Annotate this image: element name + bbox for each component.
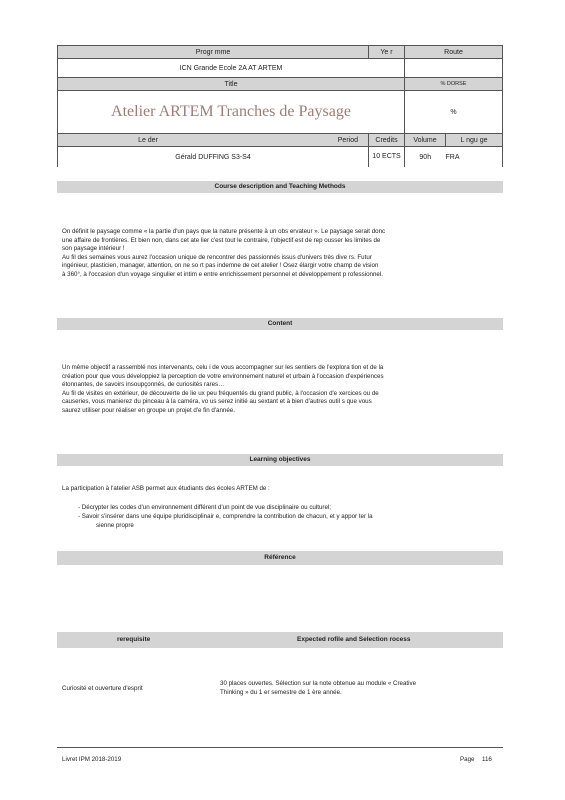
credits-value: 10 ECTS: [369, 147, 405, 168]
course-header-table: [57, 45, 503, 167]
expected-profile-heading: Expected rofile and Selection rocess: [297, 636, 411, 643]
objective-item: - Décrypter les codes d'un environnement différent d'un point de vue disciplinaire ou culturel;: [78, 504, 331, 511]
leader-value: Gérald DUFFING S3-S4: [58, 147, 369, 168]
title-label: Title: [58, 78, 405, 91]
footer-left: Livret IPM 2018-2019: [62, 756, 122, 763]
volume-value: 90h: [405, 147, 446, 168]
program-label: Progr mme: [58, 46, 369, 59]
program-value: ICN Grande Ecole 2A AT ARTEM: [58, 59, 405, 78]
route-value: [405, 59, 503, 78]
learning-objectives-heading: Learning objectives: [57, 454, 503, 466]
course-title: Atelier ARTEM Tranches de Paysage: [58, 91, 405, 134]
prerequisite-value: Curiosité et ouverture d'esprit: [62, 685, 143, 692]
footer-page-number: 116: [482, 756, 492, 763]
language-value: FRA: [446, 147, 503, 168]
dorse-label: % DORSE: [405, 78, 503, 91]
volume-label: Volume: [405, 134, 446, 147]
objectives-intro: La participation à l'atelier ASB permet aux étudiants des écoles ARTEM de :: [62, 485, 270, 492]
route-label: Route: [405, 46, 503, 59]
selection-text: 30 places ouvertes. Sélection sur la note obtenue au module « Creative Thinking » du 1 er semestre de 1 ère année.: [220, 680, 417, 696]
content-heading: Content: [57, 318, 503, 330]
prerequisite-bar: [57, 632, 503, 648]
footer-divider: [57, 747, 503, 748]
content-text: Un même objectif a rassemblé nos intervenants, celu i de vous accompagner sur les sentiers de l'explora tion et de la création pour que vous développiez la perception de votre environnement naturel et urbain à l'occasion d'expériences étonnantes, de savoirs insoupçonnés, de curiosités rares… Au fil de visites en extérieur, de découverte de lie ux peu fréquentés du grand public, à l'occasion d'e xercices ou de causeries, vous manierez du pinceau à la caméra, vo us serez initié au sextant et à bien d'autres outil s que vous saurez utiliser pour réaliser en groupe un projet d'e fin d'année.: [62, 364, 384, 414]
year-label: Ye r: [369, 46, 405, 59]
credits-label: Credits: [369, 134, 405, 147]
period-label: Period: [238, 134, 369, 147]
course-description-heading: Course description and Teaching Methods: [57, 181, 503, 193]
objective-item: sienne propre: [96, 522, 134, 529]
percent-value: %: [405, 91, 503, 134]
leader-label: Le der: [58, 134, 239, 147]
prerequisite-heading: rerequisite: [117, 636, 151, 643]
reference-heading: Référence: [57, 551, 503, 565]
footer-page-label: Page: [460, 756, 475, 763]
language-label: L ngu ge: [446, 134, 503, 147]
objective-item: - Savoir s'insérer dans une équipe pluridisciplinair e, comprendre la contribution de chacun, et y appor ter la: [78, 513, 373, 520]
course-description-text: On définit le paysage comme « la partie d'un pays que la nature présente à un obs ervateur ». Le paysage serait donc une affaire de frontières. Et bien non, dans cet ate lier c'est tout le contraire, l'objectif est de rep ousser les limites de son paysage intérieur ! Au fil des semaines vous aurez l'occasion unique de rencontrer des passionnés issus d'univers très dive rs. Futur ingénieur, plasticien, manager, attention, on ne so rt pas indemne de cet atelier ! Osez élargir votre champ de vision à 360°, à l'occasion d'un voyage singulier et intim e entre enrichissement personnel et développement p rofessionnel.: [62, 228, 386, 278]
